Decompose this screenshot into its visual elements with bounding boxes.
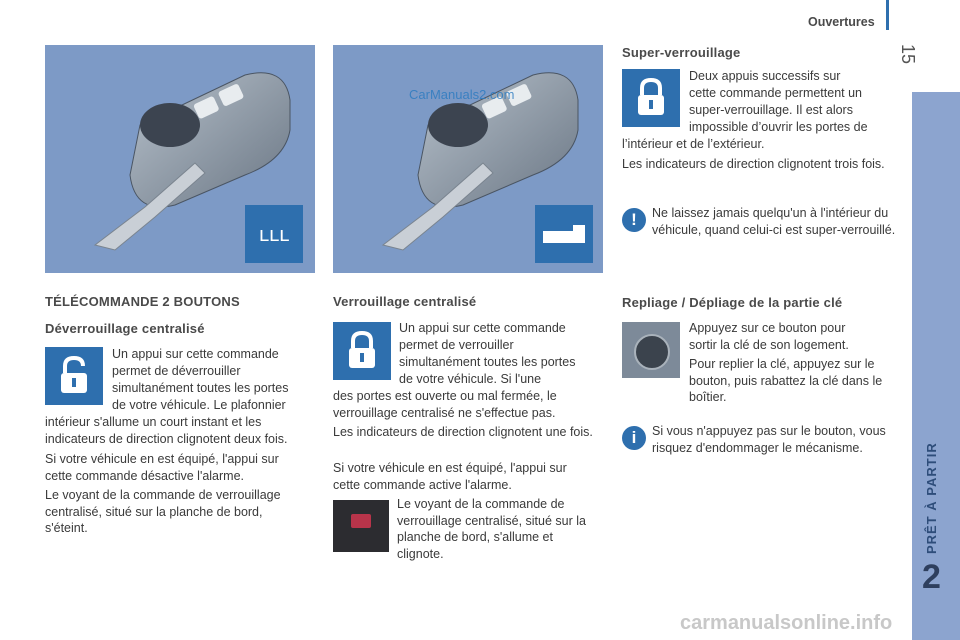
mid-p2: Les indicateurs de direction clignotent une fois. [333, 425, 593, 439]
mid-p1b: permet de verrouiller [399, 338, 514, 352]
section-header: Ouvertures [808, 15, 875, 29]
left-p1c: simultanément toutes les portes [112, 381, 289, 395]
left-p2: Si votre véhicule en est équipé, l'appui sur cette commande désactive l'alarme. [45, 452, 279, 483]
chapter-label: PRÊT À PARTIR [924, 442, 939, 554]
warning-icon: ! [622, 208, 646, 232]
mid-p1e: des portes est ouverte ou mal fermée, le verrouillage centralisé ne s'effectue pas. [333, 389, 557, 420]
watermark-bottom: carmanualsonline.info [680, 612, 893, 634]
lock-icon [333, 322, 391, 380]
unlock-icon [45, 347, 103, 405]
fold-button-photo [622, 322, 680, 378]
right-s1c: super-verrouillage. Il est alors [689, 103, 853, 117]
subtitle-unlock: Déverrouillage centralisé [45, 321, 205, 336]
left-p1b: permet de déverrouiller [112, 364, 241, 378]
right-s1d: impossible d’ouvrir les portes de [689, 120, 868, 134]
key-fob-photo-lock [333, 45, 603, 273]
mid-p1d: de votre véhicule. Si l'une [399, 372, 542, 386]
lock-indicator-icon [351, 514, 371, 528]
right-s1e: l’intérieur et de l’extérieur. [622, 137, 765, 151]
left-p3: Le voyant de la commande de verrouillage centralisé, situé sur la planche de bord, s'éteint. [45, 488, 281, 535]
key-fob-illustration [45, 45, 315, 273]
left-p1d: de votre véhicule. Le plafonnier [112, 398, 286, 412]
mid-p3: Si votre véhicule en est équipé, l'appui sur cette commande active l'alarme. [333, 461, 567, 492]
page-number: 15 [898, 44, 918, 65]
mid-p1a: Un appui sur cette commande [399, 321, 566, 335]
left-p1a: Un appui sur cette commande [112, 347, 279, 361]
header-divider [886, 0, 889, 30]
right-s1b: cette commande permettent un [689, 86, 863, 100]
section-title-fold: Repliage / Dépliage de la partie clé [622, 295, 843, 310]
fold-button-icon [634, 334, 670, 370]
mid-p4: Le voyant de la commande de verrouillage centralisé, situé sur la planche de bord, s'allume et clignote. [397, 497, 586, 561]
key-fob-illustration [333, 45, 603, 273]
section-title-remote: TÉLÉCOMMANDE 2 BOUTONS [45, 294, 240, 309]
super-lock-icon [622, 69, 680, 127]
chapter-number: 2 [922, 558, 941, 596]
left-p1e: intérieur s'allume un court instant et les indicateurs de direction clignotent deux fois. [45, 415, 288, 446]
section-title-lock: Verrouillage centralisé [333, 294, 477, 309]
key-fob-photo-unlock [45, 45, 315, 273]
section-title-super-lock: Super-verrouillage [622, 45, 741, 60]
right-warn1: Ne laissez jamais quelqu'un à l'intérieur du véhicule, quand celui-ci est super-verrouillé. [652, 206, 896, 237]
watermark-top: CarManuals2.com [409, 87, 515, 102]
right-s1a: Deux appuis successifs sur [689, 69, 841, 83]
dashboard-indicator-photo [333, 500, 389, 552]
right-info1: Si vous n'appuyez pas sur le bouton, vous risquez d'endommager le mécanisme. [652, 424, 886, 455]
info-icon: i [622, 426, 646, 450]
right-r2: Pour replier la clé, appuyez sur le bouton, puis rabattez la clé dans le boîtier. [689, 357, 883, 404]
svg-text:ʟʟʟ: ʟʟʟ [258, 222, 290, 246]
right-r1: Appuyez sur ce bouton pour sortir la clé de son logement. [689, 321, 849, 352]
mid-p1c: simultanément toutes les portes [399, 355, 576, 369]
chapter-sidebar [912, 92, 960, 640]
right-s2: Les indicateurs de direction clignotent trois fois. [622, 157, 885, 171]
